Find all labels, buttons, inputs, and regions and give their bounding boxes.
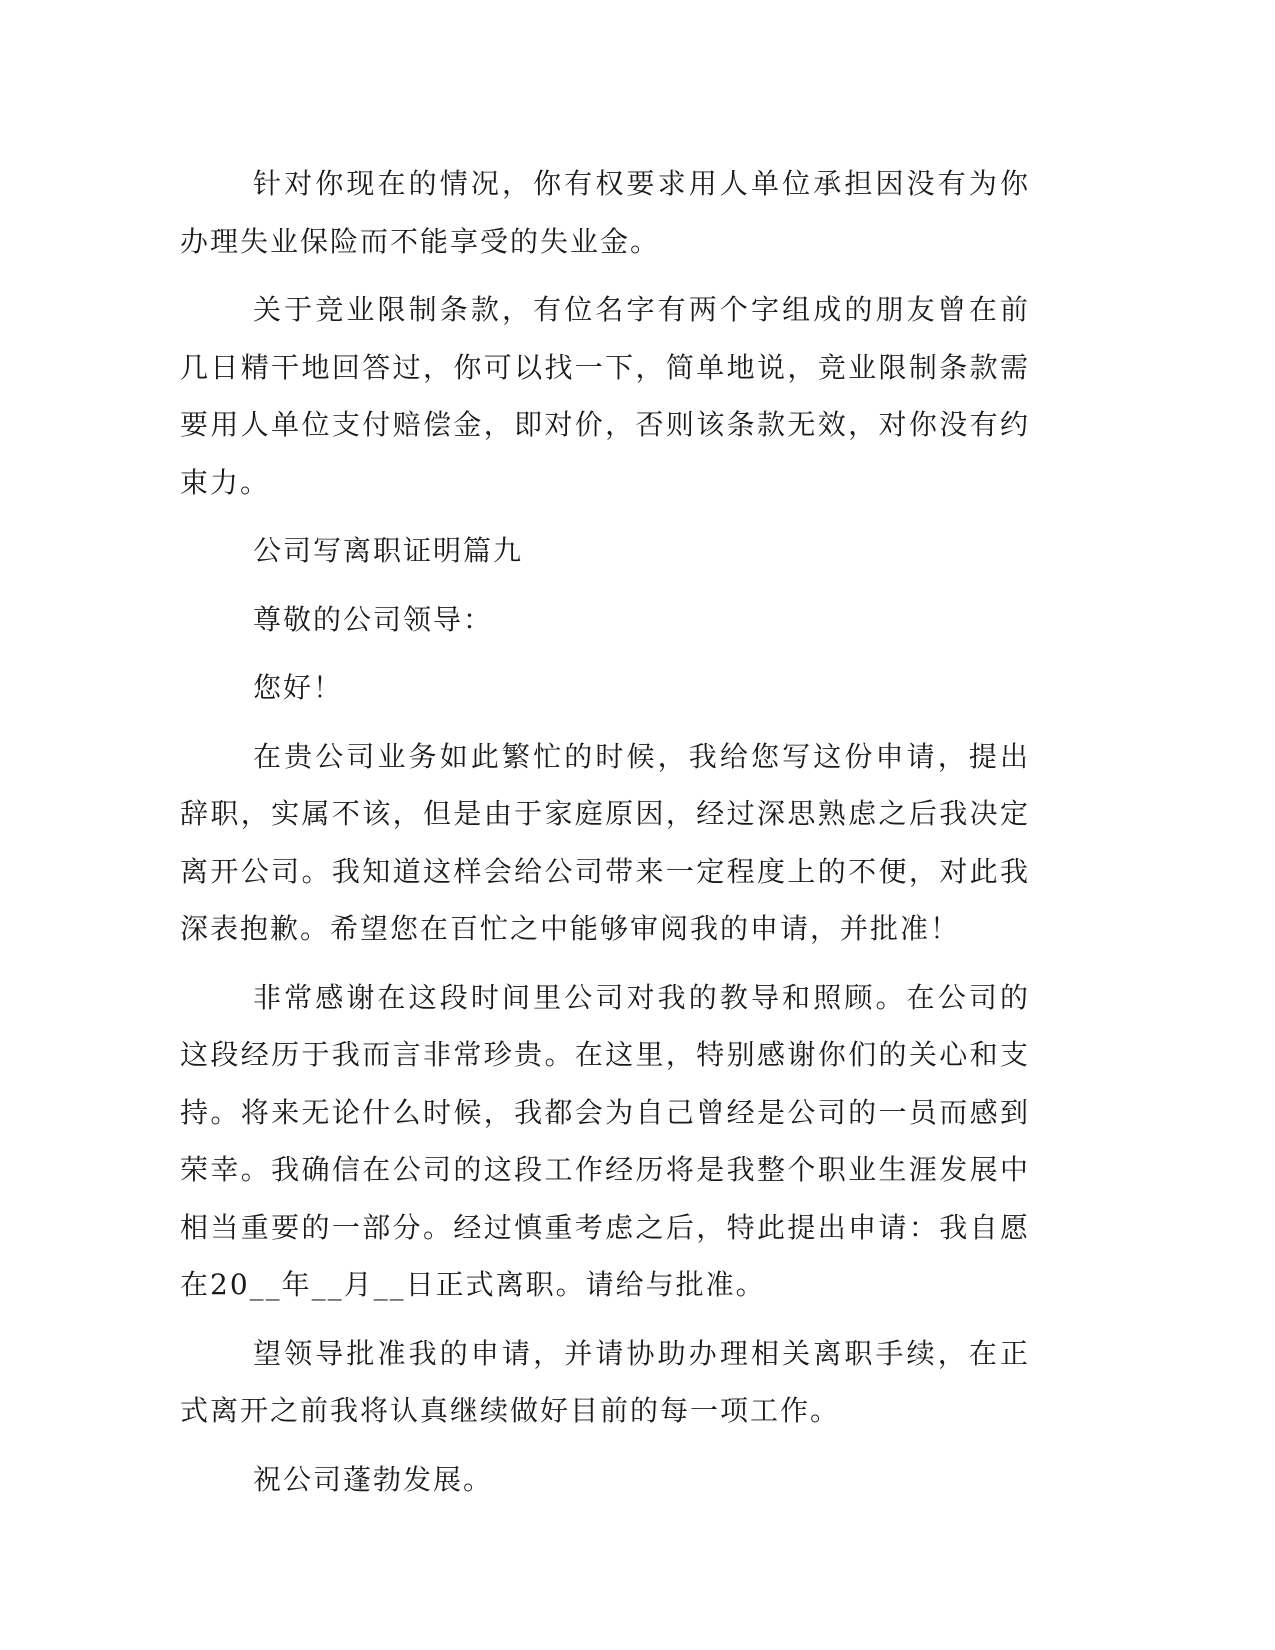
paragraph-unemployment-insurance: 针对你现在的情况，你有权要求用人单位承担因没有为你办理失业保险而不能享受的失业金。	[180, 167, 1030, 258]
letter-greeting: 您好！	[253, 671, 344, 704]
paragraph-resignation-reason: 在贵公司业务如此繁忙的时候，我给您写这份申请，提出辞职，实属不该，但是由于家庭原因，经过深思熟虑之后我决定离开公司。我知道这样会给公司带来一定程度上的不便，对此我深表抱歉。希望您在百忙之中能够审阅我的申请，并批准！	[180, 739, 1030, 945]
letter-salutation: 尊敬的公司领导：	[253, 602, 494, 636]
paragraph-handover: 望领导批准我的申请，并请协助办理相关离职手续，在正式离开之前我将认真继续做好目前的每一项工作。	[180, 1336, 1030, 1427]
document-body	[180, 155, 1030, 1519]
section-heading: 公司写离职证明篇九	[253, 534, 524, 567]
letter-closing-wish: 祝公司蓬勃发展。	[253, 1462, 494, 1496]
paragraph-gratitude: 非常感谢在这段时间里公司对我的教导和照顾。在公司的这段经历于我而言非常珍贵。在这里，特别感谢你们的关心和支持。将来无论什么时候，我都会为自己曾经是公司的一员而感到荣幸。我确信在公司的这段工作经历将是我整个职业生涯发展中相当重要的一部分。经过慎重考虑之后，特此提出申请：我自愿在20__年__月__日正式离职。请给与批准。	[180, 980, 1030, 1301]
paragraph-non-compete-clause: 关于竞业限制条款，有位名字有两个字组成的朋友曾在前几日精干地回答过，你可以找一下，简单地说，竞业限制条款需要用人单位支付赔偿金，即对价，否则该条款无效，对你没有约束力。	[180, 293, 1030, 499]
